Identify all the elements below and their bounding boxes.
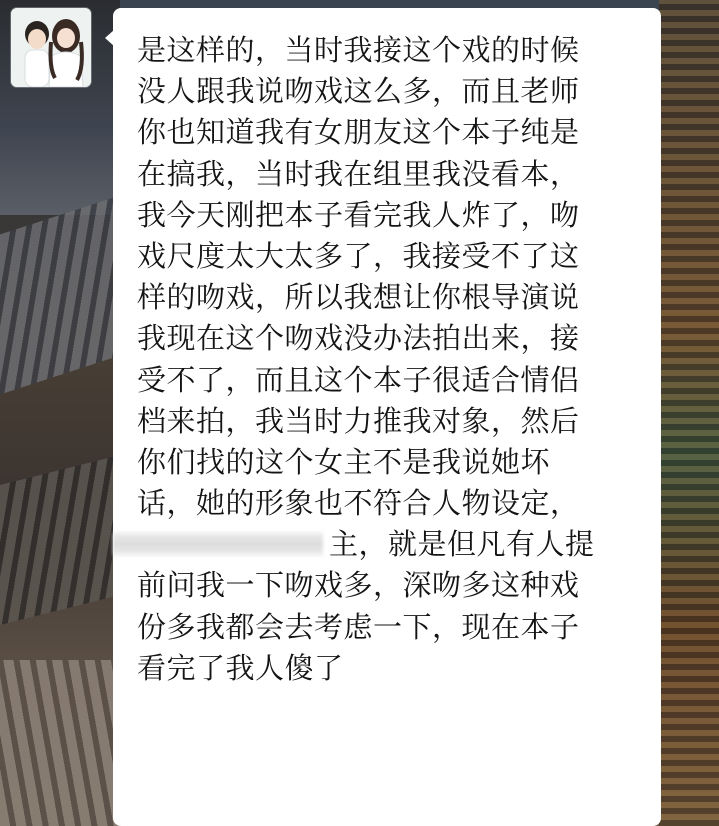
message-line: 受不了，而且这个本子很适合情侣 <box>137 362 580 397</box>
message-line: 我今天刚把本子看完我人炸了，吻 <box>137 197 580 232</box>
message-line: 话，她的形象也不符合人物设定， <box>137 486 580 521</box>
message-line: 是这样的，当时我接这个戏的时候 <box>137 33 580 67</box>
message-line: 看完了我人傻了 <box>137 650 344 685</box>
message-bubble[interactable] <box>113 8 661 826</box>
background-roof <box>0 196 120 395</box>
message-line-redacted <box>137 524 641 565</box>
message-line: 没人跟我说吻戏这么多，而且老师 <box>137 74 580 109</box>
message-line: 档来拍，我当时力推我对象，然后 <box>137 403 580 438</box>
background-roof <box>0 455 120 625</box>
message-line: 在搞我，当时我在组里我没看本， <box>137 156 580 191</box>
redaction-blur <box>113 530 323 558</box>
avatar[interactable] <box>11 8 91 87</box>
message-line: 你也知道我有女朋友这个本子纯是 <box>137 115 580 150</box>
background-roof <box>0 660 120 826</box>
message-line: 份多我都会去考虑一下，现在本子 <box>137 609 580 644</box>
message-line: 样的吻戏，所以我想让你根导演说 <box>137 280 580 315</box>
message-line: 前问我一下吻戏多，深吻多这种戏 <box>137 568 580 603</box>
message-line: 戏尺度太大太多了，我接受不了这 <box>137 238 580 273</box>
background-building <box>659 0 719 826</box>
couple-avatar-icon <box>11 8 91 87</box>
message-line-text: 主，就是但凡有人提 <box>329 527 595 562</box>
message-line: 我现在这个吻戏没办法拍出来，接 <box>137 321 580 356</box>
message-line: 你们找的这个女主不是我说她坏 <box>137 444 551 479</box>
